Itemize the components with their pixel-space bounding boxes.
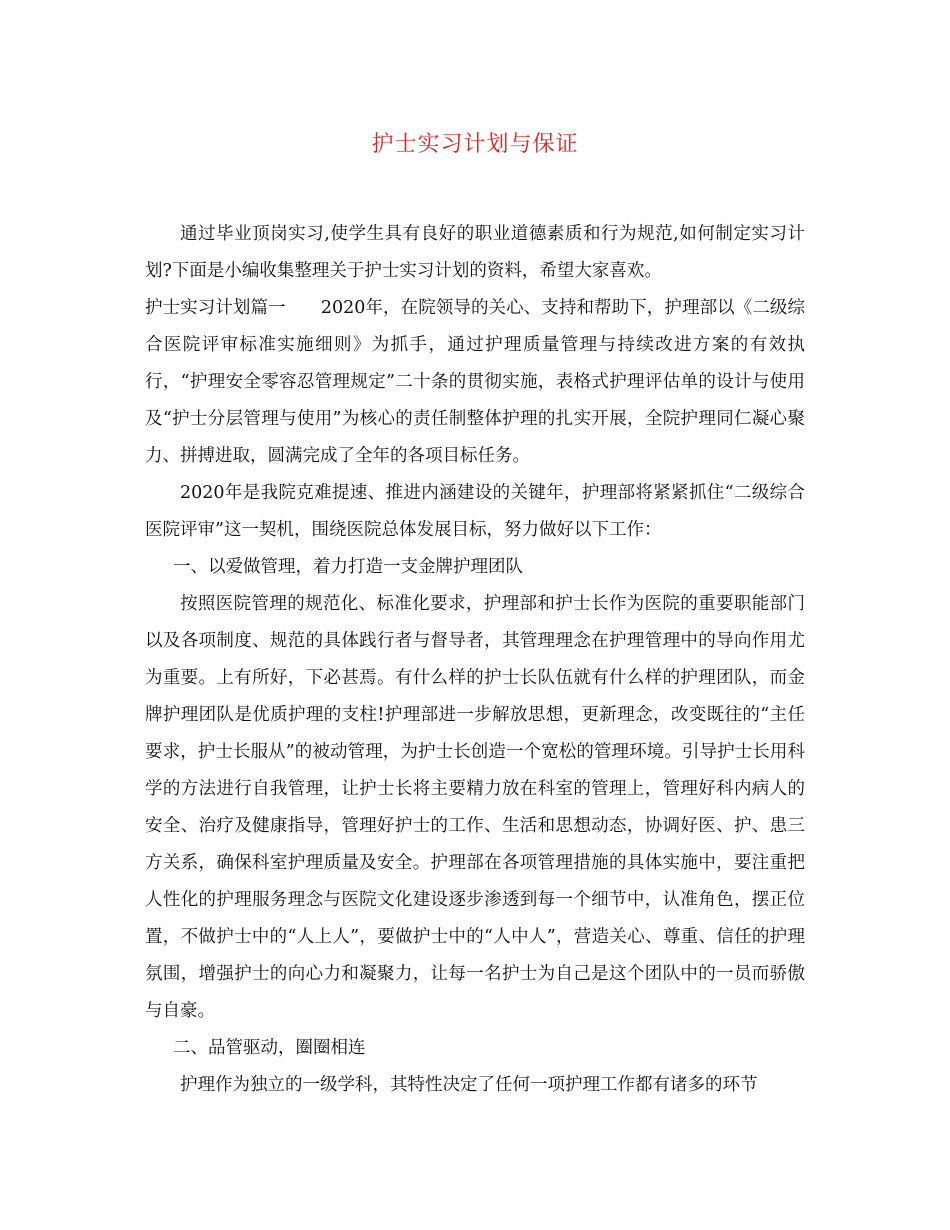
paragraph-key-year: 2020年是我院克难提速、推进内涵建设的关键年，护理部将紧紧抓住“二级综合医院评审”这一契机，围绕医院总体发展目标，努力做好以下工作： xyxy=(145,483,805,540)
document-title: 护士实习计划与保证 xyxy=(371,132,579,157)
paragraph-discipline: 护理作为独立的一级学科，其特性决定了任何一项护理工作都有诸多的环节 xyxy=(180,1075,758,1095)
paragraph-plan-one: 护士实习计划篇一 2020年，在院领导的关心、支持和帮助下，护理部以《二级综合医院评审标准实施细则》为抓手，通过护理质量管理与持续改进方案的有效执行，“护理安全零容忍管理规定”二十条的贯彻实施，表格式护理评估单的设计与使用及“护士分层管理与使用”为核心的责任制整体护理的扎实开展，全院护理同仁凝心聚力、拼搏进取，圆满完成了全年的各项目标任务。 xyxy=(145,298,805,466)
section-heading-two: 二、品管驱动，圈圈相连 xyxy=(173,1038,366,1058)
section-heading-one: 一、以爱做管理，着力打造一支金牌护理团队 xyxy=(173,557,523,577)
paragraph-management: 按照医院管理的规范化、标准化要求，护理部和护士长作为医院的重要职能部门以及各项制度、规范的具体践行者与督导者，其管理理念在护理管理中的导向作用尤为重要。上有所好，下必甚焉。有什么样的护士长队伍就有什么样的护理团队，而金牌护理团队是优质护理的支柱!护理部进一步解放思想，更新理念，改变既往的“主任要求，护士长服从”的被动管理，为护士长创造一个宽松的管理环境。引导护士长用科学的方法进行自我管理，让护士长将主要精力放在科室的管理上，管理好科内病人的安全、治疗及健康指导，管理好护士的工作、生活和思想动态，协调好医、护、患三方关系，确保科室护理质量及安全。护理部在各项管理措施的具体实施中，要注重把人性化的护理服务理念与医院文化建设逐步渗透到每一个细节中，认准角色，摆正位置，不做护士中的“人上人”，要做护士中的“人中人”，营造关心、尊重、信任的护理氛围，增强护士的向心力和凝聚力，让每一名护士为自己是这个团队中的一员而骄傲与自豪。 xyxy=(145,594,805,1021)
paragraph-intro: 通过毕业顶岗实习,使学生具有良好的职业道德素质和行为规范,如何制定实习计划?下面是小编收集整理关于护士实习计划的资料，希望大家喜欢。 xyxy=(145,224,805,281)
document-body xyxy=(145,216,805,1104)
